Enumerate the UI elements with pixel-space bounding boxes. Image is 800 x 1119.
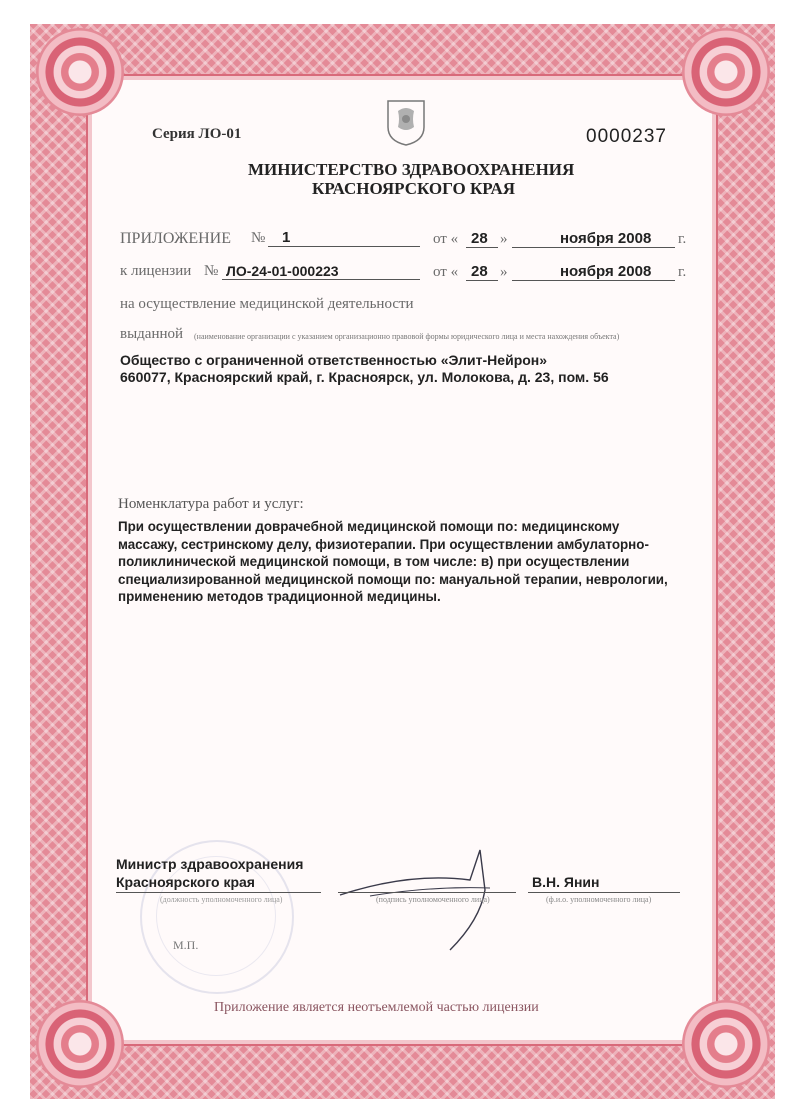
nomenclature-text bbox=[118, 518, 694, 606]
signature-hint: (подпись уполномоченного лица) bbox=[376, 895, 490, 904]
appendix-from: от « bbox=[433, 231, 459, 247]
name-hint: (ф.и.о. уполномоченного лица) bbox=[546, 895, 652, 904]
activity-text: на осуществление медицинской деятельности bbox=[120, 296, 414, 312]
coat-of-arms-icon bbox=[384, 97, 428, 147]
footer-note: Приложение является неотъемлемой частью лицензии bbox=[214, 1000, 539, 1015]
license-number: ЛО-24-01-000223 bbox=[226, 263, 339, 279]
appendix-year-suffix: г. bbox=[678, 231, 687, 247]
appendix-day: 28 bbox=[471, 230, 488, 247]
issued-hint: (наименование организации с указанием организационно правовой формы юридического лица и места нахождения объекта) bbox=[194, 332, 620, 341]
license-quote-close: » bbox=[500, 264, 508, 280]
organization-name: Общество с ограниченной ответственностью «Элит-Нейрон» bbox=[120, 352, 548, 368]
form-number: 0000237 bbox=[586, 126, 667, 147]
ministry-title-line1: МИНИСТЕРСТВО ЗДРАВООХРАНЕНИЯ bbox=[248, 160, 575, 179]
license-year-suffix: г. bbox=[678, 264, 687, 280]
position-hint: (должность уполномоченного лица) bbox=[160, 895, 283, 904]
appendix-month-year: ноября 2008 bbox=[560, 230, 652, 247]
appendix-label: ПРИЛОЖЕНИЕ bbox=[120, 230, 232, 247]
appendix-quote-close: » bbox=[500, 231, 508, 247]
corner-rosette-bottom-right bbox=[682, 1000, 770, 1088]
nomenclature-line: При осуществлении доврачебной медицинской помощи по: медицинскому bbox=[118, 519, 620, 534]
license-month-year: ноября 2008 bbox=[560, 263, 652, 280]
signatory-position-line2: Красноярского края bbox=[116, 874, 255, 890]
nomenclature-line: массажу, сестринскому делу, физиотерапии. При осуществлении амбулаторно- bbox=[118, 536, 649, 552]
ministry-title-line2: КРАСНОЯРСКОГО КРАЯ bbox=[312, 179, 516, 198]
nomenclature-label: Номенклатура работ и услуг: bbox=[118, 496, 304, 512]
issued-label: выданной bbox=[120, 326, 184, 342]
corner-rosette-bottom-left bbox=[36, 1000, 124, 1088]
nomenclature-line: поликлинической медицинской помощи, в том числе: в) при осуществлении bbox=[118, 554, 630, 569]
corner-rosette-top-right bbox=[682, 28, 770, 116]
nomenclature-line: применению методов традиционной медицины. bbox=[118, 589, 441, 604]
license-from: от « bbox=[433, 264, 459, 280]
license-no-sign: № bbox=[204, 263, 219, 279]
signatory-name: В.Н. Янин bbox=[532, 874, 600, 890]
license-label: к лицензии bbox=[120, 263, 192, 279]
nomenclature-line: специализированной медицинской помощи по: мануальной терапии, неврологии, bbox=[118, 571, 668, 587]
signature-line bbox=[338, 891, 516, 893]
organization-address: 660077, Красноярский край, г. Красноярск, ул. Молокова, д. 23, пом. 56 bbox=[120, 369, 609, 385]
stamp-place: М.П. bbox=[173, 938, 199, 952]
license-day: 28 bbox=[471, 263, 488, 280]
series-label: Серия ЛО-01 bbox=[152, 126, 242, 142]
appendix-no-sign: № bbox=[251, 230, 266, 246]
corner-rosette-top-left bbox=[36, 28, 124, 116]
position-line bbox=[116, 891, 321, 893]
appendix-number-line bbox=[268, 245, 420, 247]
appendix-number: 1 bbox=[282, 229, 291, 246]
signatory-position-line1: Министр здравоохранения bbox=[116, 856, 304, 872]
name-line bbox=[528, 891, 680, 893]
